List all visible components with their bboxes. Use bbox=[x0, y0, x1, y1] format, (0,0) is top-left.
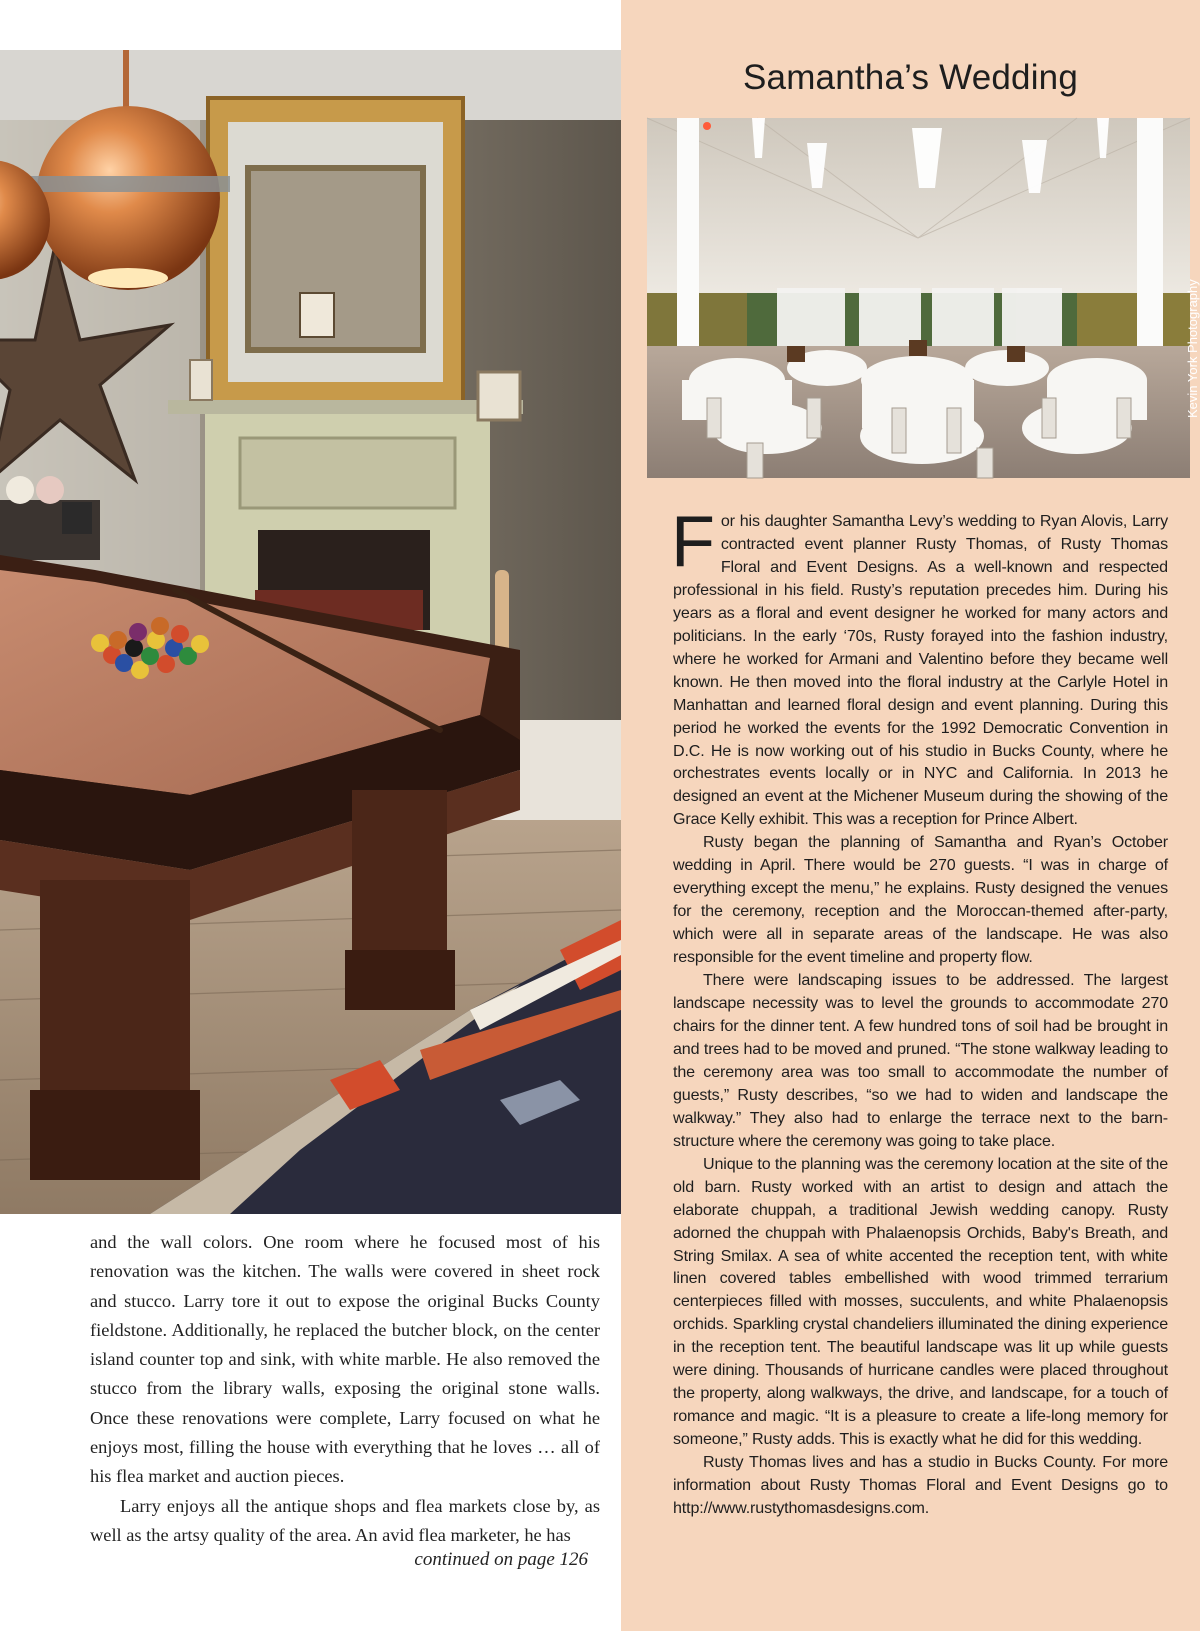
main-paragraph: and the wall colors. One room where he focused most of his renovation was the kitchen. The walls were covered in sheet rock and stucco. Larry tore it out to expose the original Bucks County fieldstone. Additionally, he replaced the butcher block, on the center island counter top and sink, with white marble. He also removed the stucco from the library walls, exposing the original stone walls. Once these renovations were complete, Larry focused on what he enjoys most, filling the house with everything that he loves … all of his flea market and auction pieces. bbox=[90, 1232, 600, 1487]
sidebar-paragraph-text: or his daughter Samantha Levy’s wedding to Ryan Alovis, Larry contracted event planner Rusty Thomas, of Rusty Thomas Floral and Event Designs. As a well-known and respected professional in his field. Rusty’s reputation precedes him. During his years as a floral and event designer he worked for many actors and politicians. In the early ‘70s, Rusty forayed into the fashion industry, where he worked for Armani and Valentino before they became well known. He then moved into the floral industry at the Carlyle Hotel in Manhattan and learned floral design and event planning. During this period he worked the events for the 1992 Democratic Convention in D.C. He is now working out of his studio in Bucks County, where he orchestrates events locally or in NYC and California. In 2013 he designed an event at the Michener Museum during the showing of the Grace Kelly exhibit. This was a reception for Prince Albert. bbox=[673, 512, 1168, 829]
sidebar-paragraph: Rusty began the planning of Samantha and Ryan’s October wedding in April. There would be 270 guests. “I was in charge of everything except the menu,” he explains. Rusty designed the venues for the ceremony, reception and the Moroccan-themed after-party, which were all in separate areas of the landscape. He was also responsible for the event timeline and property flow. bbox=[673, 833, 1168, 967]
continued-note: continued on page 126 bbox=[414, 1549, 588, 1570]
sidebar-article-text bbox=[671, 502, 1169, 1520]
billiard-room-photo bbox=[0, 50, 621, 1214]
sidebar-paragraph: Unique to the planning was the ceremony location at the site of the old barn. Rusty worked with an artist to design and attach the elaborate chuppah, a traditional Jewish wedding canopy. Rusty adorned the chuppah with Phalaenopsis Orchids, Baby's Breath, and String Smilax. A sea of white accented the reception tent, with white linen covered tables embellished with wood trimmed terrarium centerpieces filled with mosses, succulents, and white Phalaenopsis orchids. Sparkling crystal chandeliers illuminated the dining experience in the reception tent. The beautiful landscape was lit up while guests were dining. Thousands of hurricane candles were placed throughout the property, along walkways, the drive, and landscape, for a touch of romance and magic. “It is a pleasure to create a life-long memory for someone,” Rusty adds. This is exactly what he did for this wedding. bbox=[673, 1154, 1169, 1449]
sidebar-paragraph: Rusty Thomas lives and has a studio in Bucks County. For more information about Rusty Thomas Floral and Event Designs go to http://www.rustythomasdesigns.com. bbox=[673, 1453, 1168, 1517]
sidebar-paragraph: There were landscaping issues to be addressed. The largest landscape necessity was to level the grounds to accommodate 270 chairs for the dinner tent. A few hundred tons of soil had be brought in and trees had to be moved and pruned. “The stone walkway leading to the ceremony area was too small to accommodate the number of guests,” Rusty describes, “so we had to widen and landscape the walkway.” They also had to enlarge the terrace next to the barn-structure where the ceremony was going to take place. bbox=[673, 971, 1168, 1150]
drop-cap: F bbox=[671, 502, 715, 582]
main-paragraph: Larry enjoys all the antique shops and flea markets close by, as well as the artsy quality of the area. An avid flea marketer, he has bbox=[90, 1495, 600, 1545]
main-article-text bbox=[90, 1228, 600, 1550]
sidebar-paragraph bbox=[671, 502, 1168, 831]
photo-credit: Kevin York Photography bbox=[1185, 279, 1200, 418]
reception-tent-photo bbox=[647, 118, 1200, 478]
wedding-sidebar bbox=[621, 0, 1200, 1631]
sidebar-title: Samantha’s Wedding bbox=[742, 58, 1079, 97]
